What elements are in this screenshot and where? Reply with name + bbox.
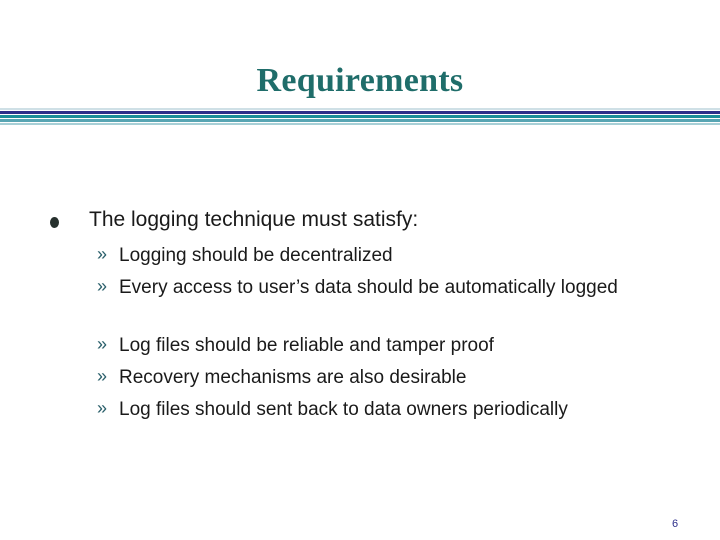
sub-bullet-text: Every access to user’s data should be automatically logged bbox=[119, 277, 618, 298]
sub-bullet-text: Logging should be decentralized bbox=[119, 245, 393, 266]
sub-bullet-marker-icon: » bbox=[97, 244, 108, 264]
sub-bullet-marker-icon: » bbox=[97, 276, 108, 296]
main-bullet-text: The logging technique must satisfy: bbox=[89, 208, 419, 231]
page-number: 6 bbox=[672, 518, 679, 530]
bullet-dot-icon bbox=[50, 217, 59, 228]
title-underline bbox=[0, 115, 720, 118]
sub-bullet-text: Recovery mechanisms are also desirable bbox=[119, 367, 467, 388]
main-bullet bbox=[50, 208, 690, 236]
slide-title: Requirements bbox=[256, 62, 464, 99]
title-underline bbox=[0, 119, 720, 122]
sub-bullet-text: Log files should sent back to data owners periodically bbox=[119, 399, 568, 420]
sub-bullet-marker-icon: » bbox=[97, 366, 108, 386]
sub-bullet-marker-icon: » bbox=[97, 398, 108, 418]
title-underline bbox=[0, 111, 720, 114]
title-underline bbox=[0, 108, 720, 110]
sub-bullet-text: Log files should be reliable and tamper proof bbox=[119, 335, 494, 356]
title-underline bbox=[0, 123, 720, 125]
sub-bullet-marker-icon: » bbox=[97, 334, 108, 354]
